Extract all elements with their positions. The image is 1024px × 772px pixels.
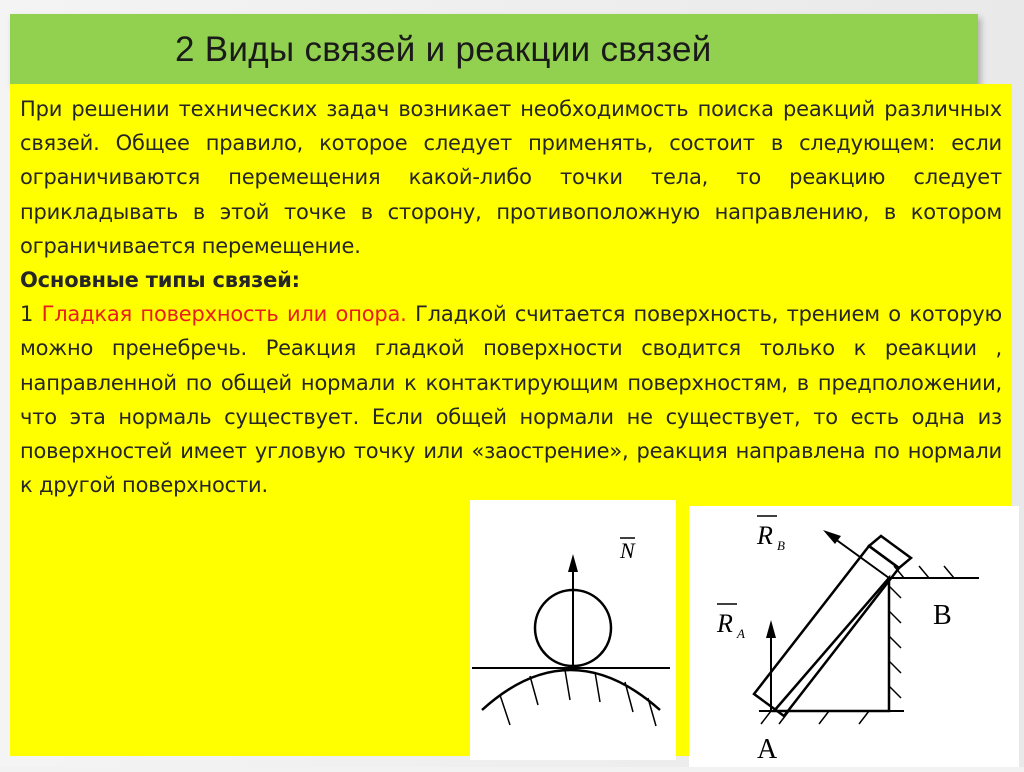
label-ra-sub: A <box>737 626 745 641</box>
rod-end <box>869 536 911 568</box>
label-rb: R <box>757 521 773 550</box>
reaction-a-arrowhead <box>766 620 776 638</box>
title-bar <box>10 14 978 84</box>
label-a: A <box>757 734 778 765</box>
wall-hatching <box>889 586 901 698</box>
slide-title: 2 Виды связей и реакции связей <box>175 30 712 69</box>
normal-arrowhead <box>568 554 578 572</box>
label-b: B <box>933 600 952 631</box>
reaction-b-line <box>831 536 889 578</box>
rod-body <box>754 546 899 716</box>
section-heading: Основные типы связей: <box>20 268 300 293</box>
label-ra: R <box>717 609 733 638</box>
label-n: N <box>620 538 635 563</box>
item-description: Гладкой считается поверхность, трением о которую можно пренебречь. Реакция гладкой поверхности сводится только к реакции , направленной по общей нормали к контактирующим поверхностям, в предположении, что эта нормаль существует. Если общей нормали не существует, то есть одна из поверхностей имеет угловую точку или «заострение», реакция направлена по нормали к другой поверхности. <box>20 302 1002 498</box>
body-text <box>20 92 1002 502</box>
ground-hatching <box>761 711 869 724</box>
figure-smooth-ball <box>470 500 676 760</box>
item-paragraph <box>20 297 1002 502</box>
rod-diagram <box>689 506 1019 767</box>
item-number: 1 <box>20 302 42 327</box>
label-rb-sub: B <box>777 538 785 553</box>
top-hatching <box>894 566 954 578</box>
ball-diagram <box>470 500 676 760</box>
figure-rod-edge <box>689 506 1019 767</box>
curved-surface <box>482 670 660 710</box>
surface-hatching <box>500 670 656 726</box>
intro-paragraph: При решении технических задач возникает необходимость поиска реакций различных связей. Общее правило, которое следует применять, состоит в следующем: если ограничиваются перемещения какой-либо точки тела, то реакцию следует прикладывать в этой точке в сторону, противоположную направлению, в котором ограничивается перемещение. <box>20 97 1002 258</box>
item-title: Гладкая поверхность или опора. <box>41 302 407 327</box>
